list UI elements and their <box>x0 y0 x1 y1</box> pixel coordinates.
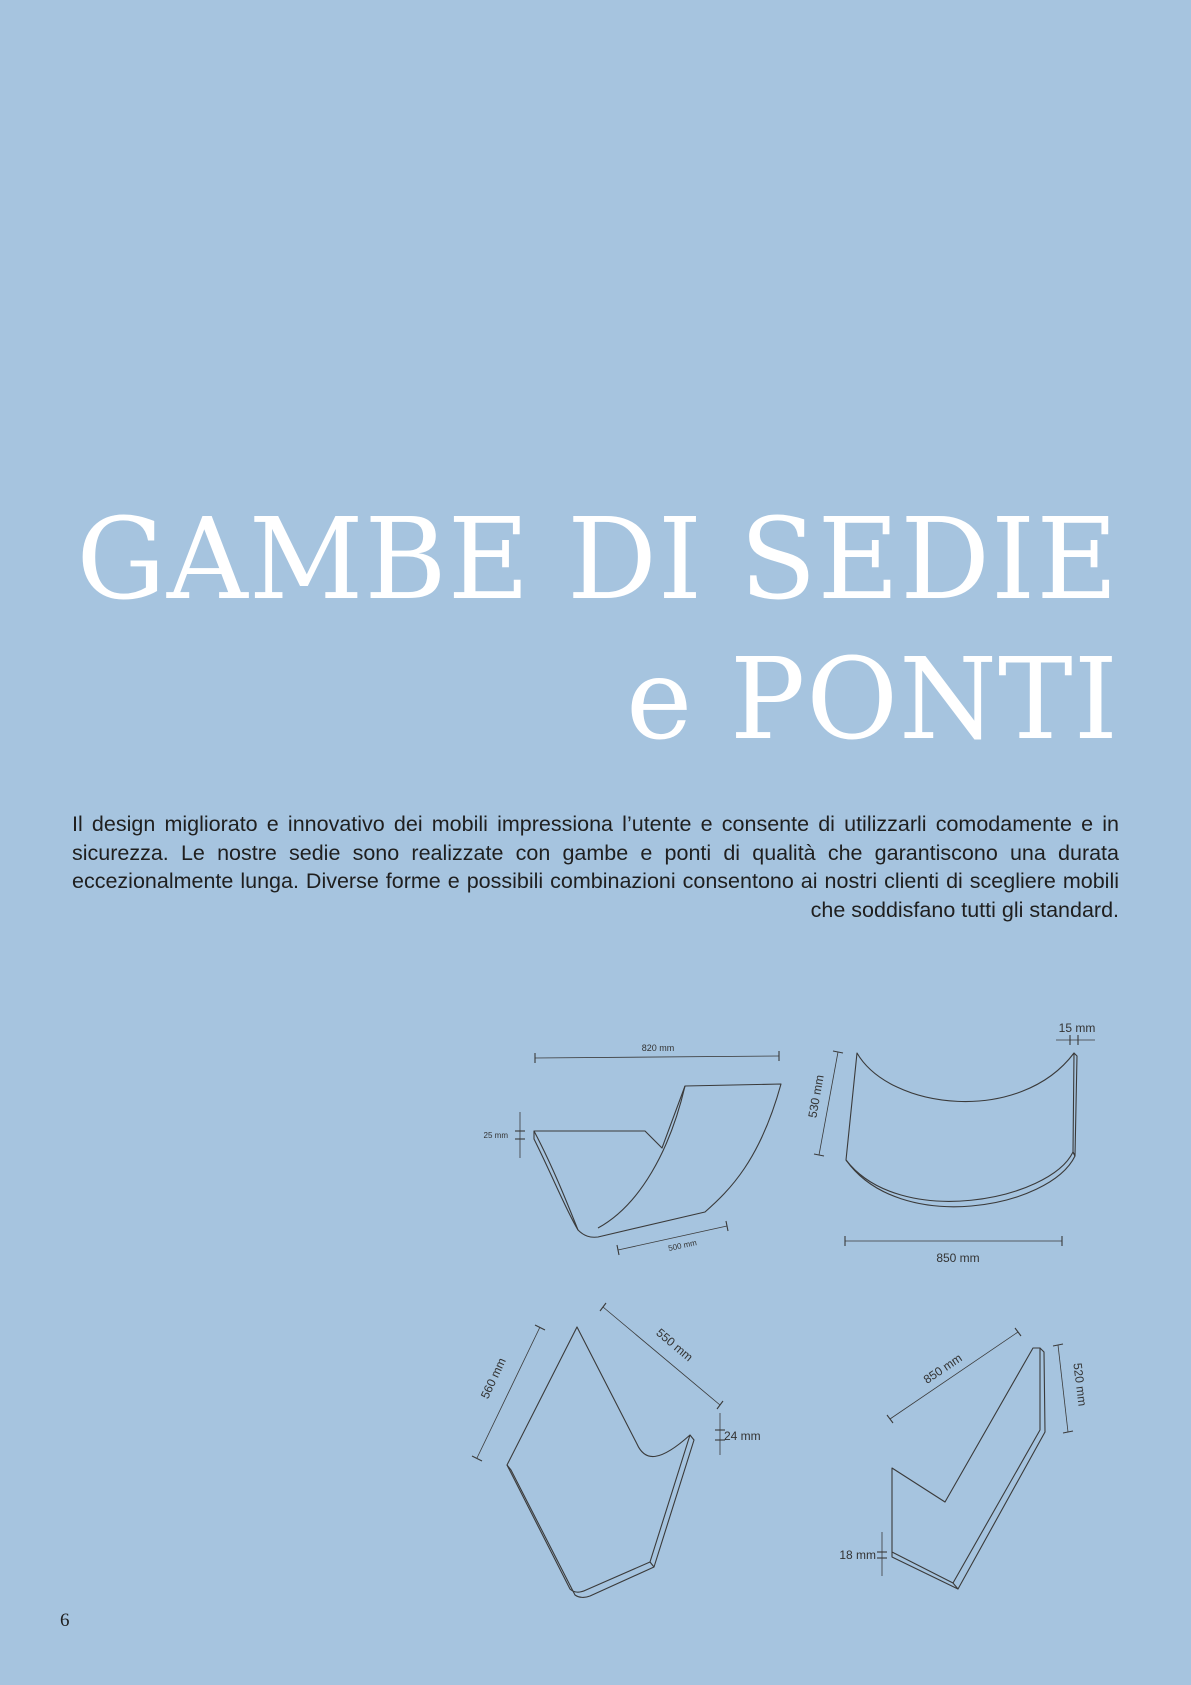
rocker-outline <box>534 1084 781 1237</box>
v-leg-side-b-label: 550 mm <box>653 1325 696 1365</box>
title-line-1: GAMBE DI SEDIE <box>76 495 1119 625</box>
v-leg-drawing <box>472 1303 761 1597</box>
v-leg-thickness-label: 24 mm <box>724 1429 761 1443</box>
arch-thickness-label: 15 mm <box>1058 1021 1096 1035</box>
dim-tick <box>887 1415 893 1423</box>
v-leg-edge-left <box>507 1465 654 1597</box>
rocker-thickness-label: 25 mm <box>483 1131 508 1140</box>
rocker-depth-label: 500 mm <box>667 1238 698 1253</box>
z-leg-height-dim <box>1058 1345 1068 1432</box>
arch-width-label: 850 mm <box>936 1251 980 1265</box>
v-leg-side-a-label: 560 mm <box>477 1355 509 1401</box>
title-line-2: e PONTI <box>625 635 1119 765</box>
dim-tick <box>472 1456 482 1461</box>
z-leg-edge-right <box>953 1348 1045 1589</box>
z-leg-height-label: 520 mm <box>1070 1362 1090 1407</box>
rocker-length-label: 820 mm <box>641 1043 675 1053</box>
arch-thickness-bottom <box>846 1152 1075 1207</box>
z-leg-length-dim <box>890 1332 1018 1419</box>
arch-bridge-drawing <box>805 1021 1095 1265</box>
dim-tick <box>1015 1328 1021 1336</box>
dim-tick <box>535 1325 545 1330</box>
rocker-inner-curve <box>598 1086 685 1228</box>
z-leg-drawing <box>839 1328 1089 1589</box>
v-leg-side-b-dim <box>603 1307 720 1405</box>
intro-paragraph: Il design migliorato e innovativo dei mobili impressiona l’utente e consente di utilizzarli comodamente e in sicurezza. Le nostre sedie sono realizzate con gambe e ponti di qualità che garantiscono una durata eccezionalmente lunga. Diverse forme e possibili combinazioni consentono ai nostri clienti di scegliere mobili che soddisfano tutti gli standard. <box>72 812 1119 922</box>
arch-height-label: 530 mm <box>805 1073 827 1119</box>
rocker-leg-drawing <box>484 1043 781 1255</box>
v-leg-outline <box>507 1327 690 1592</box>
dim-tick <box>717 1401 723 1409</box>
z-leg-length-label: 850 mm <box>920 1350 965 1387</box>
arch-outline <box>846 1053 1074 1201</box>
rocker-length-dim <box>535 1056 779 1058</box>
z-leg-outline <box>892 1348 1040 1583</box>
z-leg-thickness-label: 18 mm <box>839 1548 876 1562</box>
dim-tick <box>600 1303 606 1311</box>
page-number: 6 <box>60 1610 70 1631</box>
rocker-edge <box>534 1131 578 1230</box>
